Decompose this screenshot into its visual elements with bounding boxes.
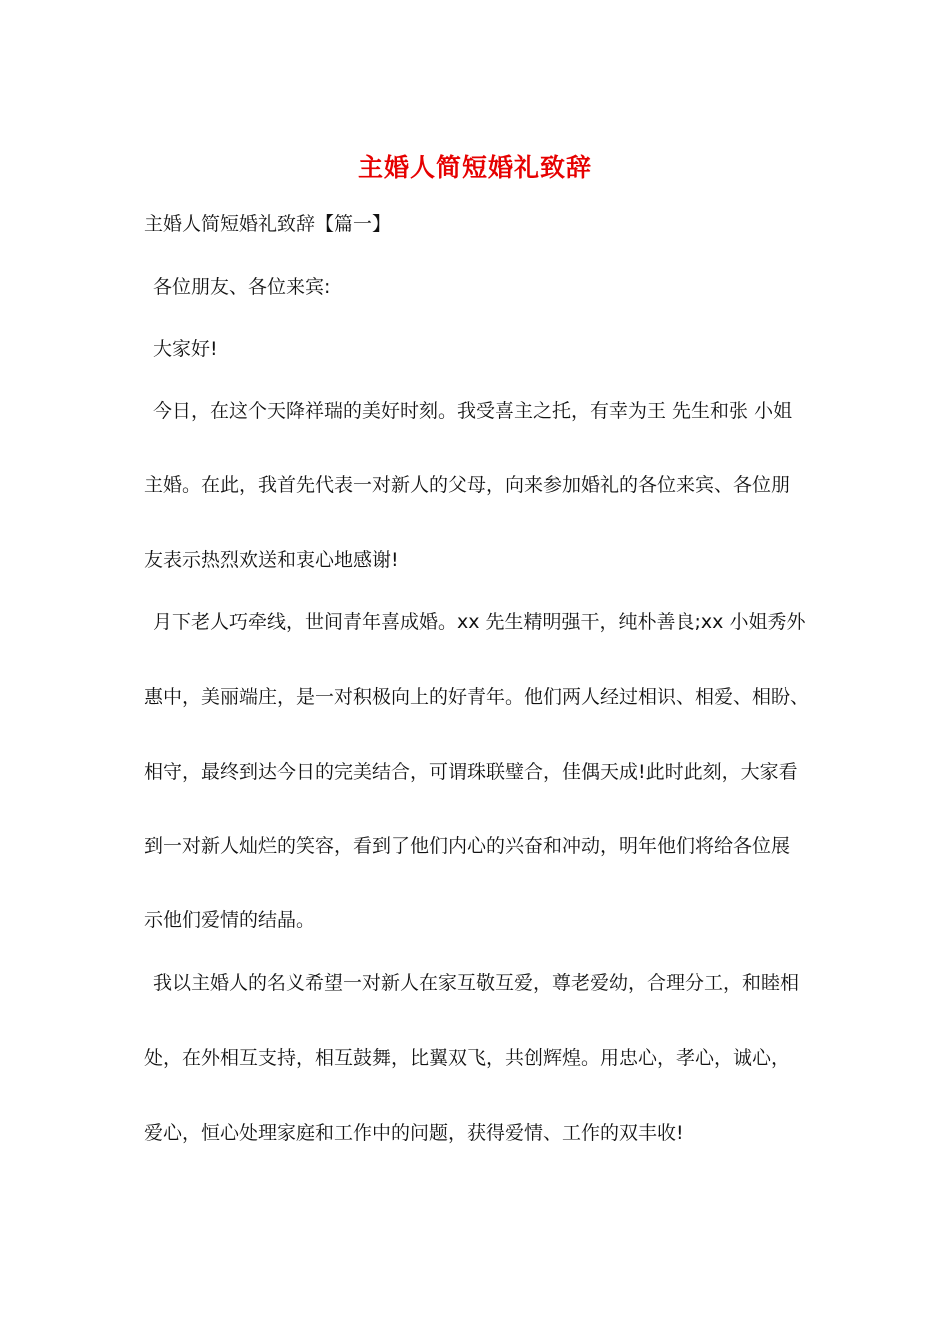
paragraph-line: 主婚。在此，我首先代表一对新人的父母，向来参加婚礼的各位来宾、各位朋 <box>144 474 791 496</box>
paragraph-line: 爱心，恒心处理家庭和工作中的问题，获得爱情、工作的双丰收! <box>144 1122 684 1144</box>
paragraph-line: 处，在外相互支持，相互鼓舞，比翼双飞，共创辉煌。用忠心，孝心，诚心， <box>144 1047 791 1069</box>
paragraph-line: 示他们爱情的结晶。 <box>144 909 316 931</box>
paragraph-line: 友表示热烈欢送和衷心地感谢! <box>144 549 399 571</box>
paragraph-line: 到一对新人灿烂的笑容，看到了他们内心的兴奋和冲动，明年他们将给各位展 <box>144 835 791 857</box>
paragraph-line: 我以主婚人的名义希望一对新人在家互敬互爱，尊老爱幼，合理分工，和睦相 <box>153 972 800 994</box>
paragraph-line: 惠中，美丽端庄，是一对积极向上的好青年。他们两人经过相识、相爱、相盼、 <box>144 686 810 708</box>
paragraph-line: 相守，最终到达今日的完美结合，可谓珠联璧合，佳偶天成!此时此刻，大家看 <box>144 761 798 783</box>
paragraph-line: 今日，在这个天降祥瑞的美好时刻。我受喜主之托，有幸为王 先生和张 小姐 <box>153 400 793 422</box>
paragraph-line: 大家好! <box>153 338 218 360</box>
section-heading: 主婚人简短婚礼致辞【篇一】 <box>144 213 392 235</box>
document-title: 主婚人简短婚礼致辞 <box>357 153 592 182</box>
paragraph-line: 月下老人巧牵线，世间青年喜成婚。xx 先生精明强干，纯朴善良;xx 小姐秀外 <box>153 611 806 633</box>
paragraph-line: 各位朋友、各位来宾: <box>153 276 331 298</box>
